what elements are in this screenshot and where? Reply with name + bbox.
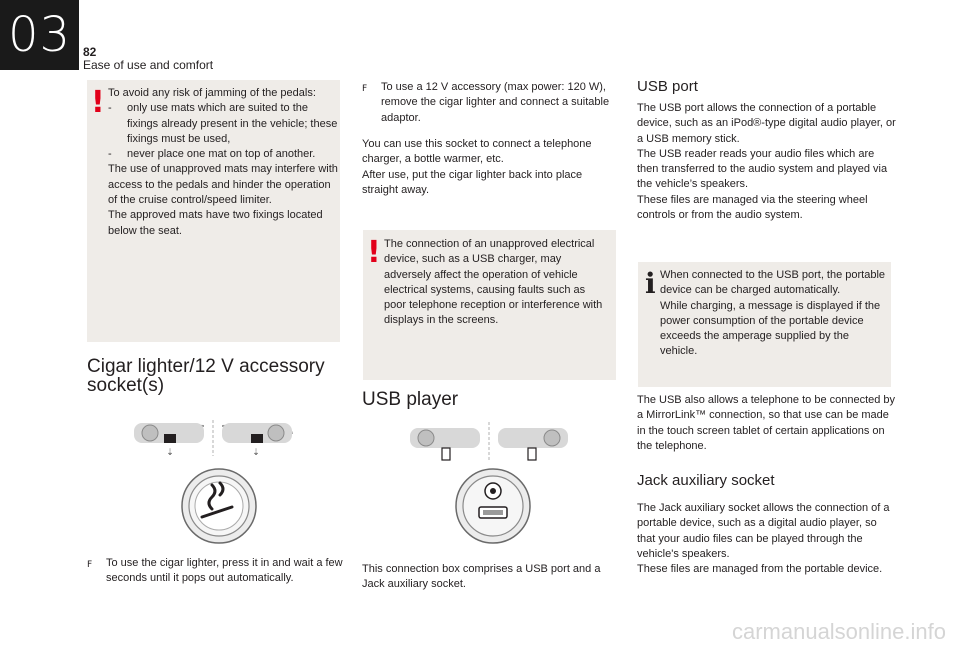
bullet-marker: F: [87, 560, 93, 570]
dash-marker: -: [108, 148, 112, 161]
cigar-bullet-text: To use the cigar lighter, press it in and wait a few seconds until it pops out automatically.: [106, 557, 343, 585]
accessory-paragraphs: [362, 137, 617, 198]
usb-player-dashboard-illustration: [410, 422, 570, 462]
bullet-marker: F: [362, 84, 368, 94]
usb-info-line-2: While charging, a message is displayed if the power consumption of the portable device exceeds the amperage supplied by the vehicle.: [660, 299, 881, 358]
svg-text:⇣: ⇣: [252, 448, 260, 458]
mats-item-1: [108, 101, 338, 147]
accessory-instruction: [362, 80, 612, 126]
mats-item-1-text: only use mats which are suited to the fixings already present in the vehicle; these fixings must be used,: [127, 102, 338, 145]
mats-para-1: The use of unapproved mats may interfere with access to the pedals and hinder the operation of the cruise control/speed limiter.: [108, 163, 338, 207]
page-number: 82: [83, 45, 97, 59]
cigar-heading-line-2: socket(s): [87, 375, 165, 396]
mats-warning-text: [108, 86, 338, 239]
warning-icon: !: [91, 85, 105, 120]
chapter-number: 03: [0, 0, 79, 70]
usb-player-caption: This connection box comprises a USB port and a Jack auxiliary socket.: [362, 563, 601, 591]
usb-port-para-1: The USB port allows the connection of a portable device, such as an iPod®-type digital audio player, or a USB memory stick.: [637, 102, 896, 145]
warning-icon: !: [367, 235, 381, 270]
cigar-heading-line-1: Cigar lighter/12 V accessory: [87, 356, 325, 377]
usb-port-para-2: The USB reader reads your audio files which are then transferred to the audio system and played via the vehicle’s speakers.: [637, 147, 888, 191]
accessory-para-1: You can use this socket to connect a telephone charger, a bottle warmer, etc.: [362, 138, 592, 166]
cigar-bullet: [87, 556, 347, 587]
jack-para-2: These files are managed from the portable device.: [637, 563, 883, 576]
usb-port-heading: USB port: [637, 78, 698, 95]
accessory-bullet: [362, 80, 612, 126]
usb-mirrorlink-text: The USB also allows a telephone to be connected by a MirrorLink™ connection, so that use can be made in the touch screen tablet of certain applications on the telephone.: [637, 394, 896, 452]
accessory-para-2: After use, put the cigar lighter back into place straight away.: [362, 168, 583, 196]
connection-warning-text: The connection of an unapproved electrical device, such as a USB charger, may adversely affect the operation of vehicle electrical systems, causing faults such as poor telephone reception or interference with displays in the screens.: [384, 238, 603, 327]
mats-item-2: [108, 147, 338, 162]
mats-para-2: The approved mats have two fixings located below the seat.: [108, 209, 323, 237]
cigar-instruction: [87, 556, 347, 587]
usb-player-heading: USB player: [362, 389, 459, 410]
usb-port-para-3: These files are managed via the steering wheel controls or from the audio system.: [637, 193, 868, 222]
usb-jack-connection-box-icon: [454, 467, 532, 545]
mats-intro: To avoid any risk of jamming of the pedals:: [108, 87, 316, 99]
usb-info-line-1: When connected to the USB port, the portable device can be charged automatically.: [660, 269, 886, 297]
cigar-heading: [87, 357, 347, 395]
usb-info-text: [660, 268, 888, 360]
usb-port-paragraphs: [637, 101, 897, 223]
info-icon: i: [645, 267, 656, 300]
jack-para-1: The Jack auxiliary socket allows the connection of a portable device, such as a digital audio player, so that your audio files can be played through the vehicle's speakers.: [637, 502, 890, 560]
watermark: carmanualsonline.info: [731, 619, 946, 644]
accessory-bullet-text: To use a 12 V accessory (max power: 120 W), remove the cigar lighter and connect a suitable adaptor.: [381, 81, 610, 124]
section-title: Ease of use and comfort: [83, 58, 214, 72]
cigar-dashboard-illustration: [134, 420, 294, 458]
jack-paragraphs: [637, 501, 897, 577]
dash-marker: -: [108, 102, 112, 115]
jack-heading: Jack auxiliary socket: [637, 472, 775, 489]
svg-text:⇣: ⇣: [166, 448, 174, 458]
cigar-lighter-socket-icon: [180, 467, 258, 545]
mats-item-2-text: never place one mat on top of another.: [127, 148, 316, 161]
